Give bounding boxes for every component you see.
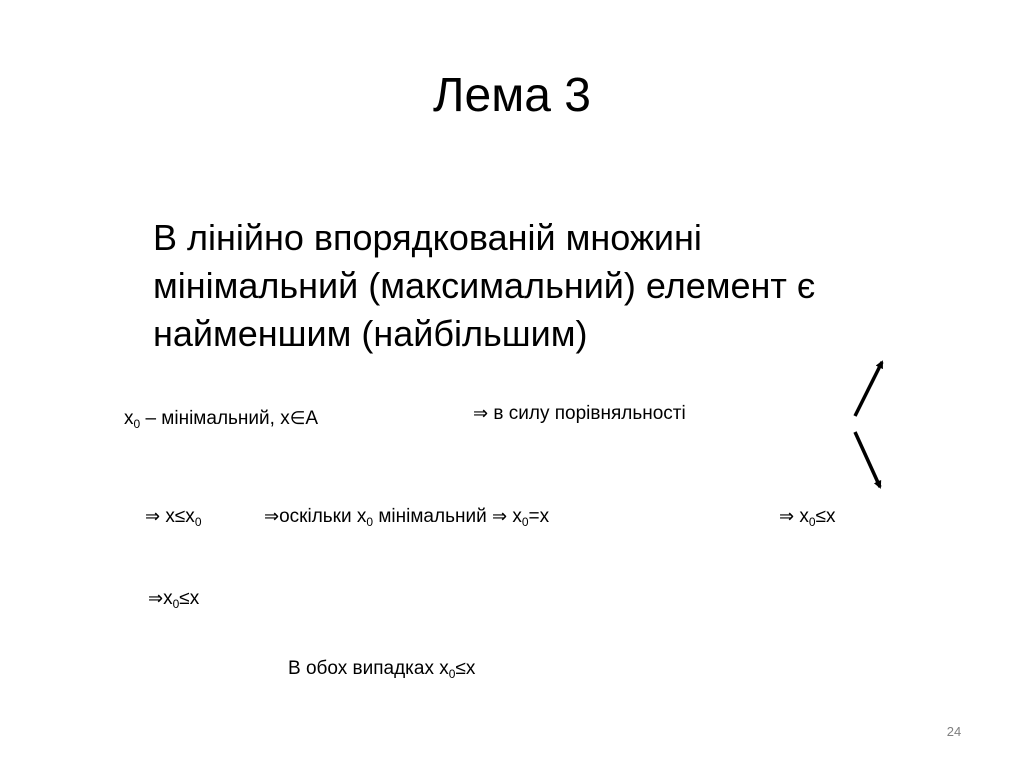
conclusion-text-2: ≤x: [455, 658, 476, 679]
implies-symbol: ⇒: [145, 506, 161, 527]
proof-case2: [148, 587, 199, 611]
implies-symbol: ⇒: [491, 506, 508, 527]
given-text: – мінімальний, x: [140, 408, 290, 429]
implies-symbol: ⇒: [779, 506, 795, 527]
conclusion-sub: 0: [448, 667, 456, 681]
case1-text: x≤x: [160, 506, 195, 527]
statement-line-2: мінімальний (максимальний) елемент є: [153, 265, 816, 306]
case2-sub: 0: [172, 597, 180, 611]
comparability-text: в силу порівняльності: [488, 403, 686, 424]
slide-title: Лема 3: [433, 69, 591, 122]
page-number: 24: [946, 724, 962, 739]
detail-sub-1: 0: [366, 515, 374, 529]
lemma-statement: [153, 214, 1013, 358]
detail-text-2: мінімальний: [373, 506, 492, 527]
given-set: A: [305, 408, 319, 429]
detail-text-4: =x: [528, 506, 550, 527]
element-of-symbol: ∈: [289, 408, 306, 429]
given-x: x: [124, 408, 134, 429]
detail-sub-2: 0: [521, 515, 529, 529]
statement-line-3: найменшим (найбільшим): [153, 313, 588, 354]
arrow-down: [855, 432, 880, 487]
proof-comparability: [473, 402, 686, 426]
case1-sub: 0: [194, 515, 202, 529]
proof-case1-result: [779, 505, 836, 529]
case2-text-2: ≤x: [179, 588, 200, 609]
detail-text-3: x: [507, 506, 522, 527]
implies-symbol: ⇒: [148, 588, 164, 609]
conclusion-text-1: В обох випадках x: [288, 658, 449, 679]
result-text-1: x: [794, 506, 809, 527]
case2-text-1: x: [163, 588, 173, 609]
arrow-up: [855, 362, 882, 416]
given-sub: 0: [133, 417, 141, 431]
proof-conclusion: [288, 657, 475, 681]
proof-case1-detail: [264, 505, 549, 529]
implies-symbol: ⇒: [473, 403, 489, 424]
implies-symbol: ⇒: [264, 506, 280, 527]
proof-given: [124, 407, 318, 431]
proof-case1: [145, 505, 202, 529]
detail-text-1: оскільки x: [279, 506, 367, 527]
statement-line-1: В лінійно впорядкованій множині: [153, 217, 702, 258]
result-sub: 0: [808, 515, 816, 529]
result-text-2: ≤x: [815, 506, 836, 527]
